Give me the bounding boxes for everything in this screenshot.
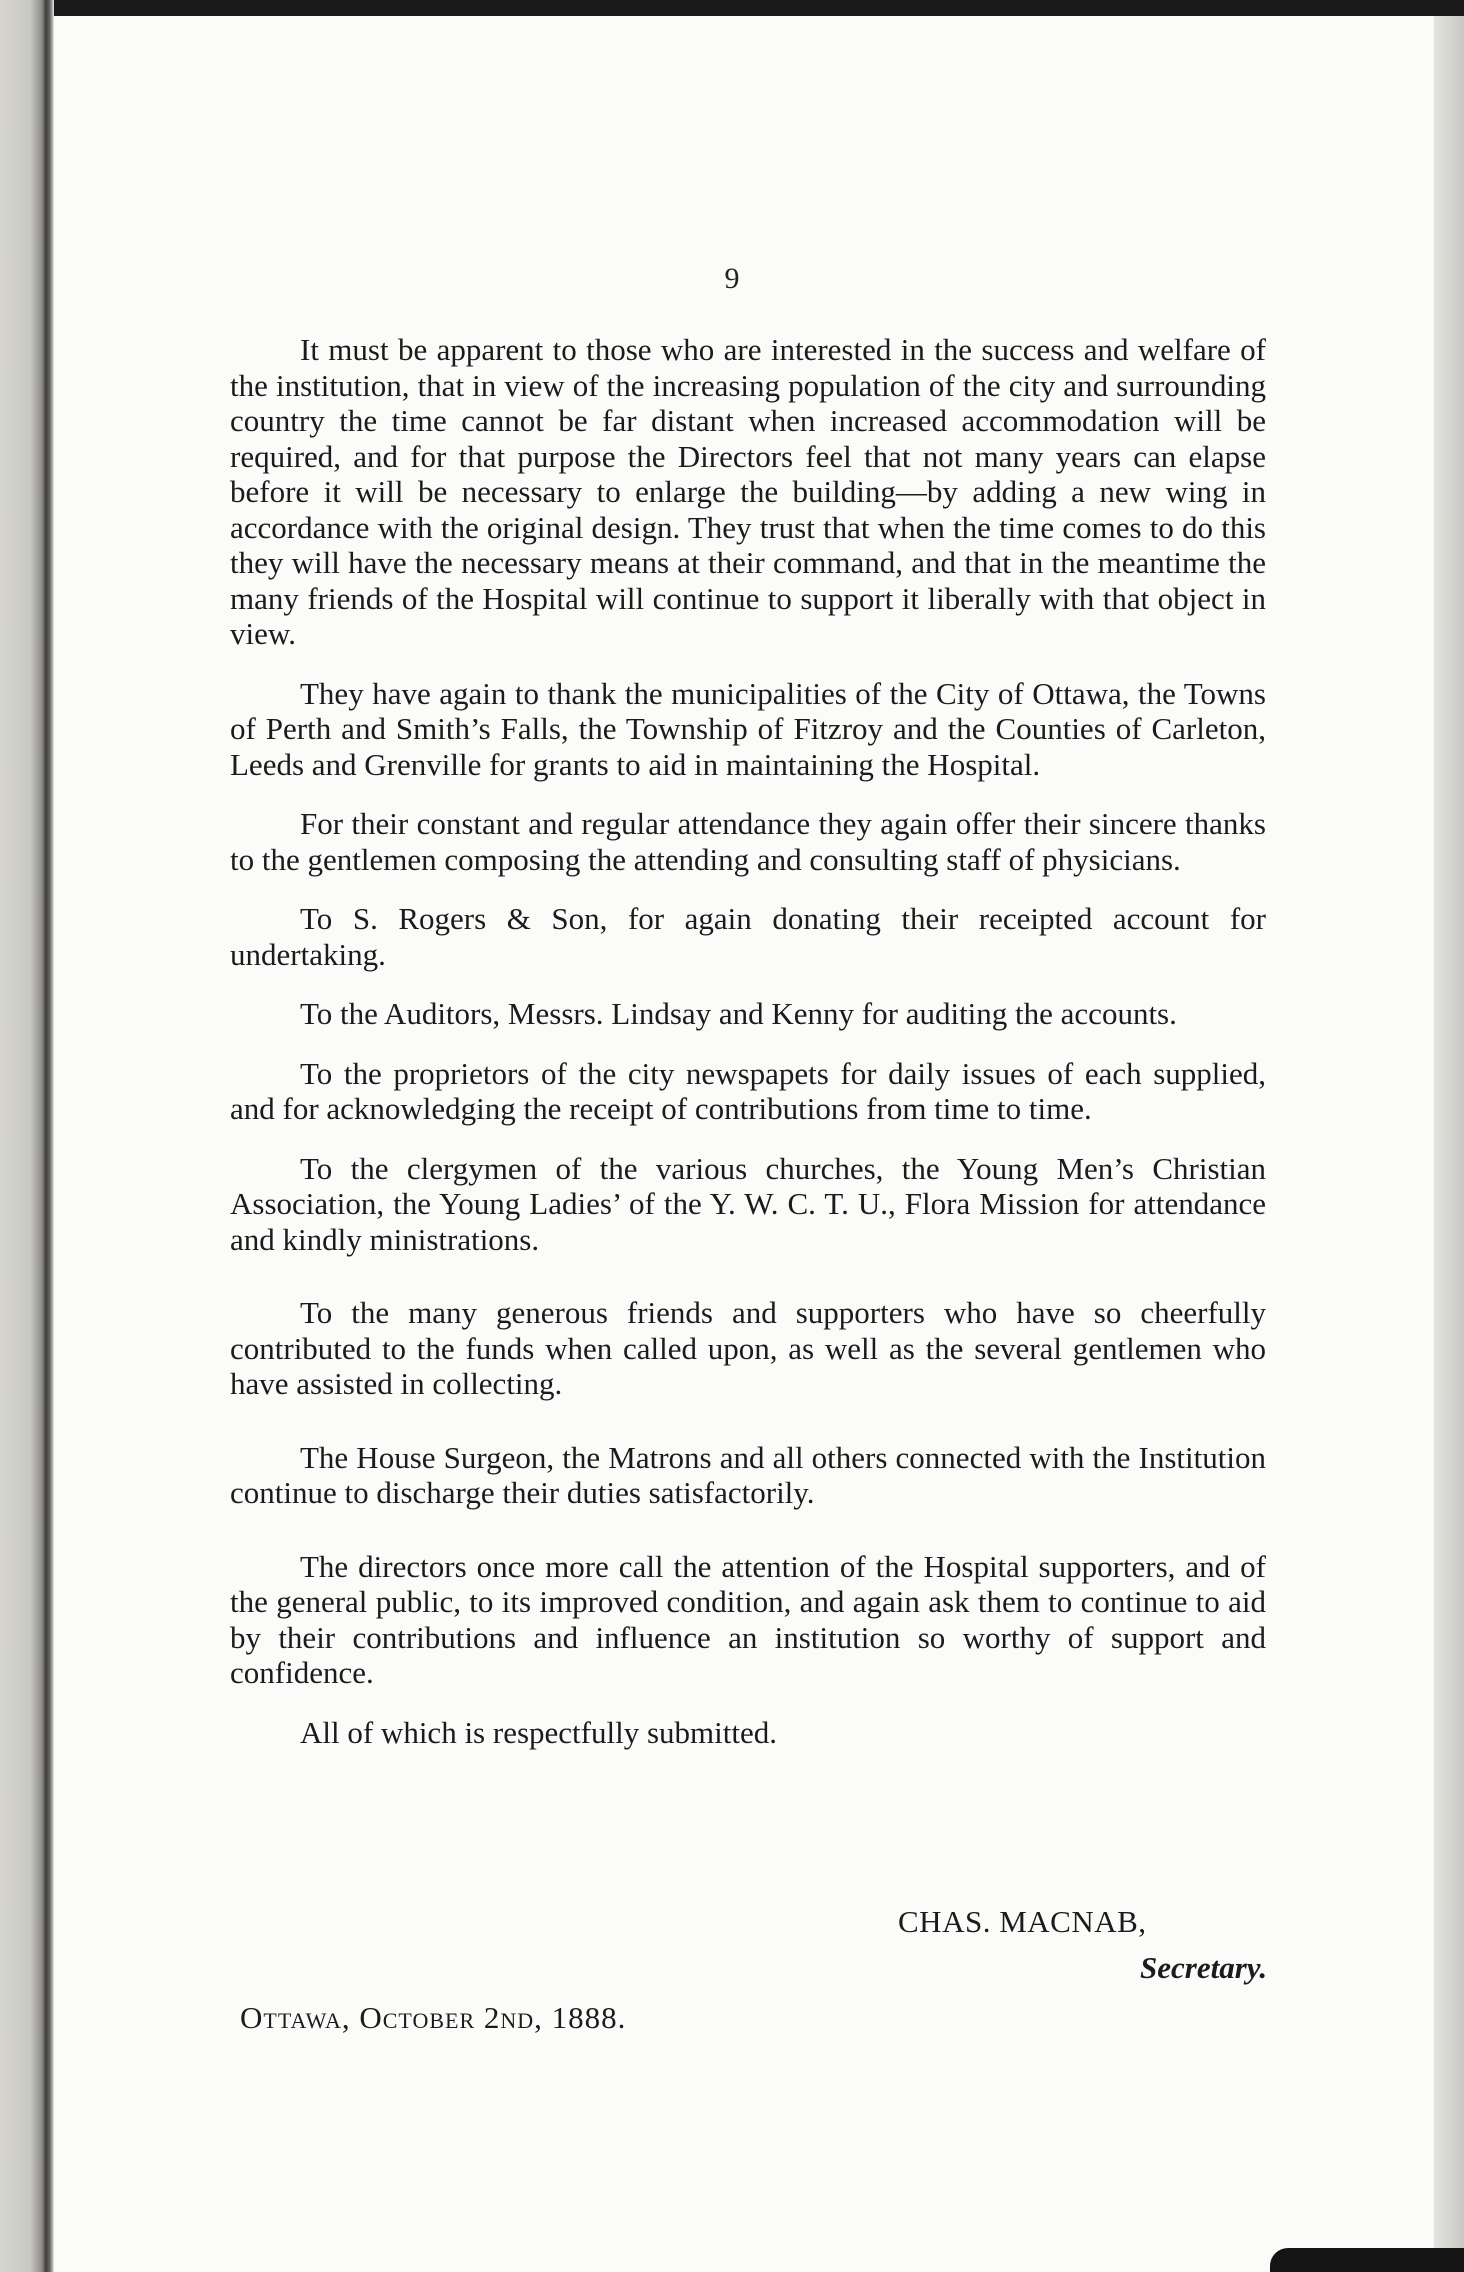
paragraph-call-to-public: The directors once more call the attention of the Hospital supporters, and of the general public, to its improved condition, and again ask them to continue to aid by their contributions and influence an institution so worthy of support and confidence.: [230, 1548, 1266, 1690]
scan-corner-shadow: [1270, 2248, 1464, 2272]
paragraph-auditors: To the Auditors, Messrs. Lindsay and Kenny for auditing the accounts.: [300, 996, 1177, 1031]
paragraph-supporters: To the many generous friends and supporters who have so cheerfully contributed to the funds when called upon, as well as the several gentlemen who have assisted in collecting.: [230, 1295, 1266, 1401]
scan-right-edge: [1434, 16, 1464, 2272]
page-number: 9: [724, 262, 740, 295]
signature-title: Secretary.: [1140, 1950, 1268, 1985]
scan-binding-edge: [0, 0, 54, 2272]
paragraph-undertaking: To S. Rogers & Son, for again donating their receipted account for undertaking.: [230, 901, 1266, 972]
date-line: Ottawa, October 2nd, 1888.: [240, 2000, 627, 2035]
paragraph-clergymen: To the clergymen of the various churches, the Young Men’s Christian Association, the Young Ladies’ of the Y. W. C. T. U., Flora Mission for attendance and kindly ministrations.: [230, 1150, 1266, 1257]
scan-top-edge: [0, 0, 1464, 16]
signature-name: CHAS. MACNAB,: [898, 1904, 1147, 1939]
report-body: [230, 332, 1266, 1760]
paragraph-submission: All of which is respectfully submitted.: [300, 1714, 777, 1750]
paragraph-physicians: For their constant and regular attendance they again offer their sincere thanks to the gentlemen composing the attending and consulting staff of physicians.: [230, 806, 1266, 877]
paragraph-enlargement: It must be apparent to those who are interested in the success and welfare of the institution, that in view of the increasing population of the city and surrounding country the time cannot be far distant when increased accommodation will be required, and for that purpose the Directors feel that not many years can elapse before it will be necessary to enlarge the building—by adding a new wing in accordance with the original design. They trust that when the time comes to do this they will have the necessary means at their command, and that in the meantime the many friends of the Hospital will continue to support it liberally with that object in view.: [230, 332, 1266, 651]
paragraph-newspapers: To the proprietors of the city newspapets for daily issues of each supplied, and for acknowledging the receipt of contributions from time to time.: [230, 1055, 1266, 1126]
paragraph-municipal-grants: They have again to thank the municipalities of the City of Ottawa, the Towns of Perth and Smith’s Falls, the Township of Fitzroy and the Counties of Carleton, Leeds and Grenville for grants to aid in maintaining the Hospital.: [230, 675, 1266, 782]
paragraph-house-surgeon: The House Surgeon, the Matrons and all others connected with the Institution continue to discharge their duties satisfactorily.: [230, 1439, 1266, 1510]
